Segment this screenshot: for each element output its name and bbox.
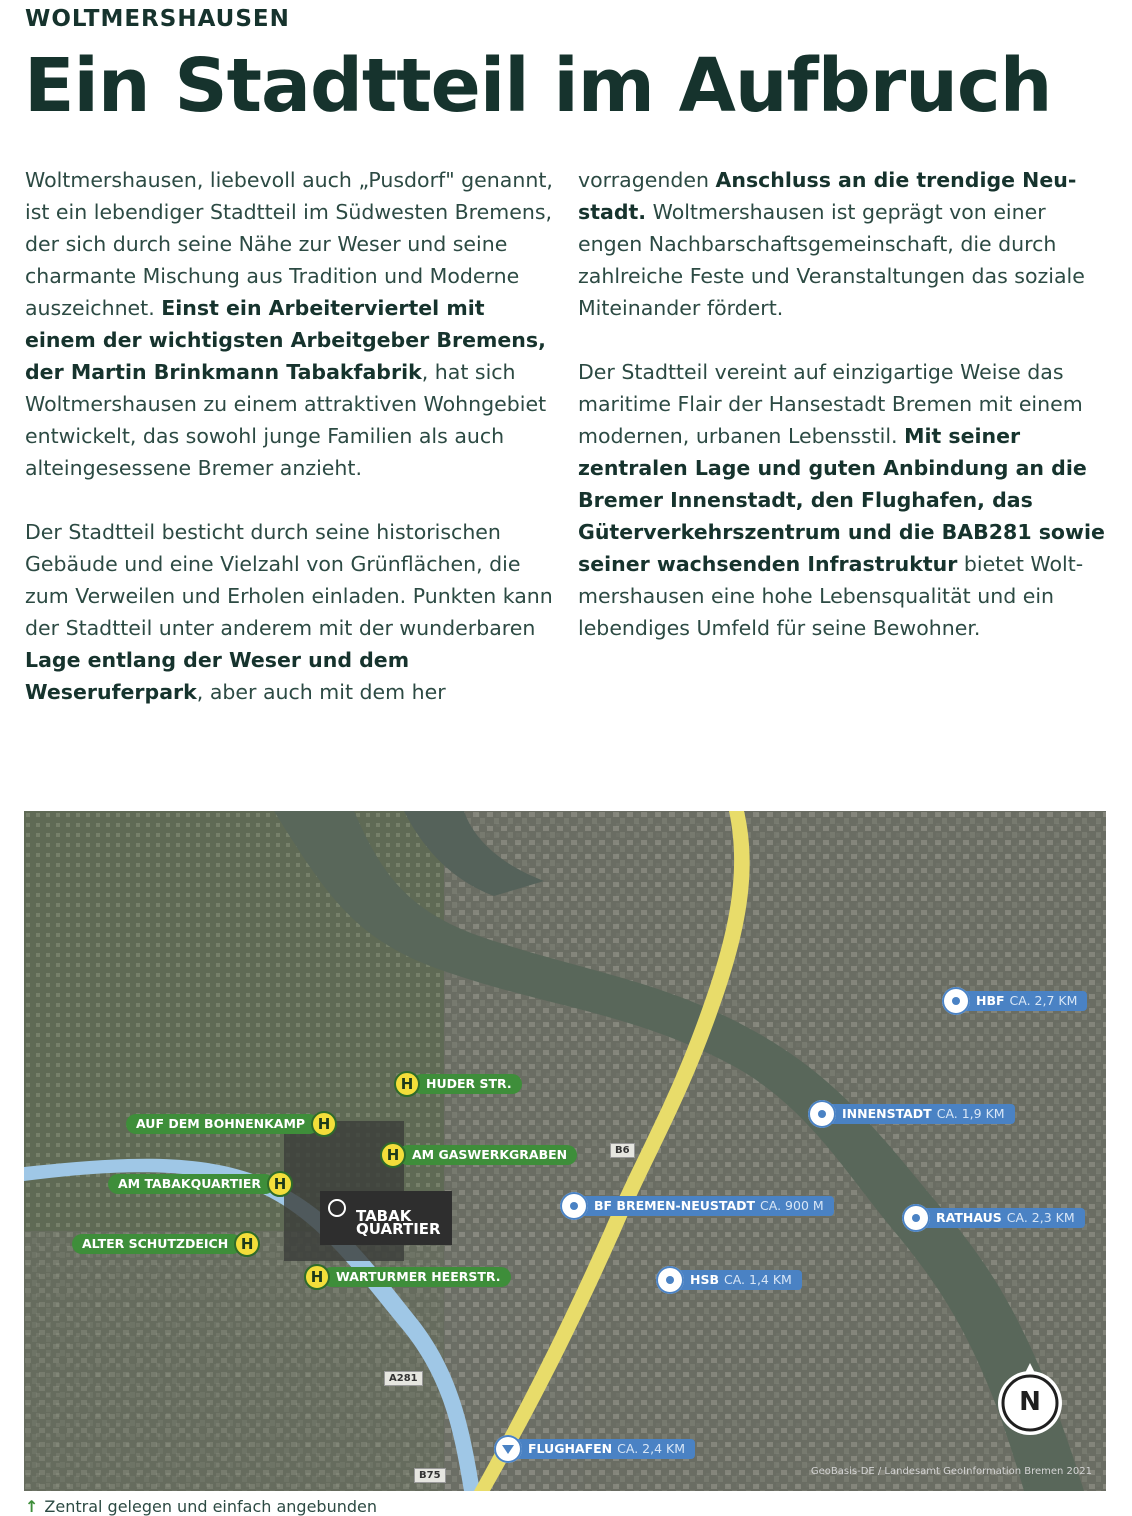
bus-stop-icon: H	[394, 1071, 420, 1097]
location-pin-icon	[656, 1266, 684, 1294]
text-run: Der Stadtteil besticht durch seine historischen Gebäude und eine Vielzahl von Grünflächen, die zum Verweilen und Erholen einladen. Punkten kann der Stadtteil unter anderem mit der wunderbaren	[25, 520, 553, 640]
road-sign-b75: B75	[414, 1468, 446, 1483]
stop-label: AM TABAKQUARTIER	[108, 1174, 275, 1194]
poi-rathaus	[902, 1206, 1085, 1230]
location-pin-icon	[560, 1192, 588, 1220]
text-run: bietet Woltmershausen eine hohe Lebensqualität und ein lebendiges Umfeld für seine Bewohner.	[578, 552, 1084, 640]
poi-name: FLUGHAFEN	[528, 1441, 613, 1456]
kicker: WOLTMERSHAUSEN	[25, 6, 290, 32]
poi-name: HSB	[690, 1272, 719, 1287]
text-run: , aber auch mit dem her	[196, 680, 446, 704]
stop-label: AM GASWERKGRABEN	[398, 1145, 577, 1165]
stop-auf-dem-bohnenkamp	[126, 1113, 337, 1135]
location-pin-icon	[902, 1204, 930, 1232]
quartier-line1: TABAK	[356, 1207, 412, 1225]
bus-stop-icon: H	[234, 1231, 260, 1257]
stop-warturmer-heerstr	[304, 1266, 511, 1288]
bus-stop-icon: H	[380, 1142, 406, 1168]
quartier-line2: QUARTIER	[356, 1220, 441, 1238]
location-pin-icon	[942, 987, 970, 1015]
tabak-quartier-label	[320, 1191, 452, 1245]
poi-hbf	[942, 989, 1087, 1013]
poi-label	[578, 1196, 834, 1216]
stop-huder-str	[394, 1073, 522, 1095]
caption-text: Zentral gelegen und einfach angebunden	[44, 1497, 377, 1516]
bus-stop-icon: H	[311, 1111, 337, 1137]
paragraph	[25, 164, 555, 484]
aerial-map	[24, 811, 1106, 1491]
page-title: Ein Stadtteil im Aufbruch	[24, 43, 1052, 129]
location-pin-icon	[808, 1100, 836, 1128]
poi-name: HBF	[976, 993, 1005, 1008]
stop-label: ALTER SCHUTZDEICH	[72, 1234, 242, 1254]
text-run-bold: Anschluss an die trendige Neustadt.	[578, 168, 1077, 224]
text-run: Der Stadtteil vereint auf einzigartige Weise das maritime Flair der Hansestadt Bremen mit einem modernen, urbanen Lebensstil.	[578, 360, 1083, 448]
arrow-up-icon: ↑	[25, 1497, 39, 1516]
paragraph	[578, 164, 1112, 324]
map-credit: GeoBasis-DE / Landesamt GeoInformation Bremen 2021	[810, 1466, 1092, 1477]
stop-label: HUDER STR.	[412, 1074, 522, 1094]
stop-am-tabakquartier	[108, 1173, 293, 1195]
stop-alter-schutzdeich	[72, 1233, 260, 1255]
poi-label	[674, 1270, 802, 1290]
paragraph	[578, 356, 1112, 644]
stop-am-gaswerkgraben	[380, 1144, 577, 1166]
poi-distance: CA. 1,9 KM	[936, 1106, 1005, 1121]
arrow-down-icon	[494, 1435, 522, 1463]
road-sign-a281: A281	[384, 1371, 423, 1386]
figure-caption	[25, 1497, 377, 1516]
compass-label: N	[1019, 1387, 1041, 1417]
poi-distance: CA. 2,4 KM	[617, 1441, 685, 1456]
road-sign-b6: B6	[610, 1143, 635, 1158]
poi-distance: CA. 900 M	[760, 1198, 824, 1213]
text-run: Woltmershausen ist geprägt von einer engen Nachbarschaftsgemeinschaft, die durch zahlreiche Feste und Veranstaltungen das soziale Miteinander fördert.	[578, 200, 1085, 320]
bus-stop-icon: H	[267, 1171, 293, 1197]
text-run-bold: Lage entlang der Weser und dem Weseruferpark	[25, 648, 410, 704]
poi-innenstadt	[808, 1102, 1015, 1126]
text-run: vorragenden	[578, 168, 716, 192]
poi-name: BF BREMEN-NEUSTADT	[594, 1198, 756, 1213]
circle-icon	[328, 1199, 346, 1217]
poi-flughafen	[494, 1437, 695, 1461]
text-run-bold: Einst ein Arbeiterviertel mit einem der wichtigsten Arbeitgeber Bremens, der Martin Brinkmann Tabakfabrik	[25, 296, 546, 384]
text-run-bold: Mit seiner zentralen Lage und guten Anbindung an die Bremer Innenstadt, den Flughafen, das Güterverkehrszentrum und die BAB281 sowie seiner wachsenden Infrastruktur	[578, 424, 1105, 576]
poi-distance: CA. 1,4 KM	[724, 1272, 792, 1287]
article-column-right	[578, 164, 1112, 676]
poi-distance: CA. 2,3 KM	[1006, 1210, 1075, 1225]
article-column-left	[25, 164, 555, 740]
bus-stop-icon: H	[304, 1264, 330, 1290]
poi-label	[512, 1439, 695, 1459]
poi-bf-bremen-neustadt	[560, 1194, 834, 1218]
stop-label: WARTURMER HEERSTR.	[322, 1267, 511, 1287]
poi-label	[920, 1208, 1085, 1228]
poi-label	[960, 991, 1087, 1011]
stop-label: AUF DEM BOHNENKAMP	[126, 1114, 319, 1134]
poi-name: INNENSTADT	[842, 1106, 932, 1121]
poi-hsb	[656, 1268, 802, 1292]
poi-label	[826, 1104, 1015, 1124]
poi-distance: CA. 2,7 KM	[1009, 993, 1078, 1008]
poi-name: RATHAUS	[936, 1210, 1002, 1225]
paragraph	[25, 516, 555, 708]
text-run: , hat sich Woltmershausen zu einem attraktiven Wohngebiet entwickelt, das sowohl junge Familien als auch alteingesessene Bremer anzieht.	[25, 360, 547, 480]
text-run: Woltmershausen, liebevoll auch „Pusdorf" genannt, ist ein lebendiger Stadtteil im Südwesten Bremens, der sich durch seine Nähe zur Weser und seine charmante Mischung aus Tradition und Moderne auszeichnet.	[25, 168, 553, 320]
